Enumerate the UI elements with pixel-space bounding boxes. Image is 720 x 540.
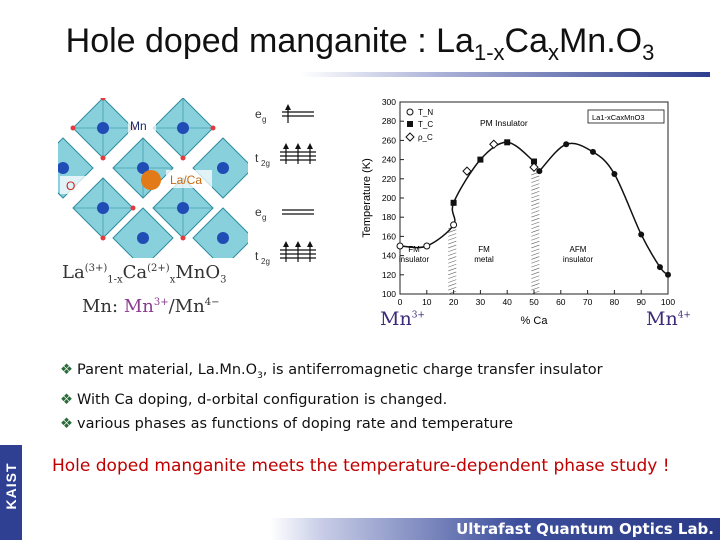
region-afm-insulator: AFM insulator xyxy=(562,245,594,264)
y-tick-label: 140 xyxy=(381,250,396,261)
tco-point xyxy=(536,168,542,174)
mn3-plus-label: $Mn^{3+}$ xyxy=(380,308,425,330)
x-tick-label: 10 xyxy=(422,297,432,307)
t2g-label-bottom: t xyxy=(255,249,259,263)
x-tick-label: 20 xyxy=(448,297,459,307)
y-tick-label: 180 xyxy=(381,212,396,223)
perovskite-structure-illustration xyxy=(58,98,248,258)
tco-point xyxy=(590,149,596,155)
phase-diagram-chart xyxy=(352,92,682,332)
tco-point xyxy=(611,171,617,177)
tn-point xyxy=(424,243,430,249)
tc-point xyxy=(504,139,510,145)
x-tick-label: 60 xyxy=(556,297,566,307)
oxygen-atom-label: O xyxy=(66,179,76,193)
y-tick-label: 100 xyxy=(381,289,396,299)
legend-tn: T_N xyxy=(418,108,434,117)
region-pm-insulator: PM Insulator xyxy=(480,118,528,128)
x-tick-label: 70 xyxy=(582,297,593,307)
tco-point xyxy=(563,141,569,147)
x-tick-label: 50 xyxy=(529,297,539,307)
tc-point xyxy=(451,200,457,206)
inset-title: La1-xCaxMnO3 xyxy=(592,113,645,122)
legend-rhoc: ρ_C xyxy=(418,133,433,142)
bullet-diamond-icon: ❖ xyxy=(60,415,73,432)
legend-tc: T_C xyxy=(418,120,434,129)
tc-point xyxy=(477,157,483,163)
tco-point xyxy=(638,231,644,237)
x-tick-label: 90 xyxy=(636,297,646,307)
plot-frame xyxy=(400,102,668,294)
x-tick-label: 40 xyxy=(502,297,512,307)
mn4-plus-label: $Mn^{4+}$ xyxy=(646,308,691,330)
mn-valence-label: Mn: $Mn^{3+}/Mn^{4-}$ xyxy=(82,296,220,317)
highlight-statement: Hole doped manganite meets the temperature-dependent phase study ! xyxy=(52,456,670,476)
bullet-item: ❖ Parent material, $La.Mn.O_3$, is antiferromagnetic charge transfer insulator xyxy=(60,362,603,381)
la-ca-atom-label: La/Ca xyxy=(170,173,203,187)
bullet-item: ❖ With Ca doping, d-orbital configuration is changed. xyxy=(60,391,448,408)
x-tick-label: 30 xyxy=(475,297,486,307)
t2g-label-top: t xyxy=(255,151,259,165)
y-tick-label: 160 xyxy=(381,231,396,242)
y-tick-label: 240 xyxy=(381,154,396,165)
eg-label-top: e xyxy=(255,107,262,121)
eg-sub-top: g xyxy=(262,115,267,124)
x-tick-label: 0 xyxy=(397,297,403,307)
y-tick-label: 300 xyxy=(381,97,396,107)
y-tick-label: 220 xyxy=(381,173,396,184)
chart-legend xyxy=(406,108,433,142)
y-tick-label: 120 xyxy=(381,269,396,280)
eg-label-bottom: e xyxy=(255,205,262,219)
title-divider xyxy=(300,72,710,77)
x-tick-label: 100 xyxy=(660,297,676,307)
tco-point xyxy=(665,272,671,278)
y-tick-label: 280 xyxy=(381,116,396,127)
region-fm-insulator: FM insulator xyxy=(398,245,430,264)
bullet-diamond-icon: ❖ xyxy=(60,362,73,378)
kaist-logo-text: KAIST xyxy=(3,462,19,510)
y-axis-label: Temperature (K) xyxy=(361,158,373,238)
chemical-formula: $La^{(3+)}_{1-x}Ca^{(2+)}_xMnO_3$ xyxy=(62,262,227,286)
slide-title: Hole doped manganite : $La_{1-x}Ca_xMn.O_3$ xyxy=(65,22,655,65)
bullet-item: ❖ various phases as functions of doping rate and temperature xyxy=(60,415,514,432)
d-orbital-diagram xyxy=(252,98,322,276)
bullet-list xyxy=(60,358,603,436)
y-tick-label: 260 xyxy=(381,135,396,146)
mn-atom-label: Mn xyxy=(130,119,147,133)
region-fm-metal: FM metal xyxy=(474,245,494,264)
tn-point xyxy=(397,243,403,249)
bullet-diamond-icon: ❖ xyxy=(60,391,73,408)
lab-name: Ultrafast Quantum Optics Lab. xyxy=(456,520,714,538)
t2g-sub-top: 2g xyxy=(261,159,270,168)
tco-point xyxy=(657,264,663,270)
x-axis-label: % Ca xyxy=(520,315,548,327)
tn-point xyxy=(451,222,457,228)
x-tick-label: 80 xyxy=(609,297,620,307)
y-tick-label: 200 xyxy=(381,193,396,203)
eg-sub-bottom: g xyxy=(262,213,267,222)
t2g-sub-bottom: 2g xyxy=(261,257,270,266)
